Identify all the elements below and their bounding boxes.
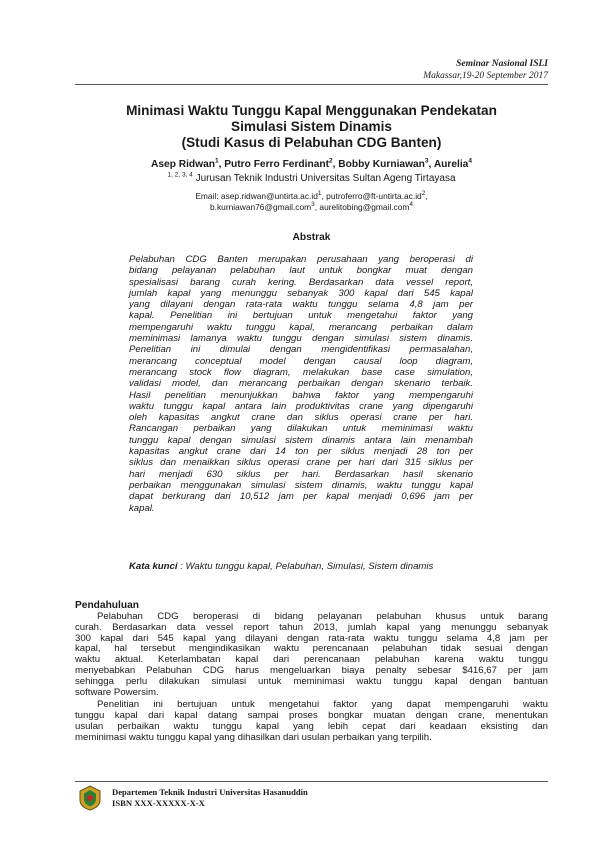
abstract-line: jumlah kapal yang menunggu sebanyak 300 kapal dari 545 kapal — [129, 287, 473, 299]
affiliation-text: Jurusan Teknik Industri Universitas Sultan Ageng Tirtayasa — [195, 173, 456, 184]
abstract-line: kapal. — [129, 502, 155, 514]
paragraph — [75, 612, 548, 698]
email-separator: , — [314, 202, 320, 212]
text-line: menyebabkan Pelabuhan CDG harus mengeluarkan biaya penalty sebesar $416,67 per jam — [75, 664, 548, 676]
title-line-1: Minimasi Waktu Tunggu Kapal Menggunakan Pendekatan — [126, 103, 497, 118]
running-head — [423, 58, 548, 82]
abstract-line: mempengaruhi waktu tunggu kapal, merancang perbaikan dalam — [129, 321, 473, 333]
text-line: meminimasi waktu tunggu kapal yang dihasilkan dari usulan perbaikan yang terpilih. — [75, 731, 432, 743]
text-line: Penelitian ini bertujuan untuk mengetahui faktor yang dapat mempengaruhi waktu — [97, 699, 548, 711]
keywords-text: : Waktu tunggu kapal, Pelabuhan, Simulasi, Sistem dinamis — [177, 561, 434, 572]
introduction-body — [75, 612, 548, 746]
email-mark: 1 — [317, 190, 322, 198]
text-line: 300 kapal dari 545 kapal yang dilayani dengan rata-rata waktu tunggu selama 4,8 jam per — [75, 632, 548, 644]
affiliation — [75, 172, 548, 185]
title-line-3: (Studi Kasus di Pelabuhan CDG Banten) — [181, 135, 442, 150]
text-line: sehingga perlu dilakukan simulasi untuk meminimasi waktu tunggu kapal dengan bantuan — [75, 675, 548, 687]
author-mark: 3 — [424, 157, 429, 165]
author-mark: 4 — [468, 157, 472, 165]
abstract-line: validasi model, dan merancang perbaikan dengan skenario terbaik. — [129, 378, 473, 390]
abstract-line: kapal. Penelitian ini bertujuan untuk mengetahui faktor yang — [129, 310, 473, 322]
keywords-label: Kata kunci — [129, 561, 178, 572]
author-mark: 1 — [214, 157, 219, 165]
email-separator: , — [425, 191, 428, 201]
footer-isbn: ISBN XXX-XXXXX-X-X — [112, 798, 205, 808]
author-list — [75, 158, 548, 171]
author-name: Bobby Kurniawan — [338, 159, 425, 170]
text-line: waktu aktual. Keterlambatan kapal dari perencanaan pelabuhan karena waktu tunggu — [75, 654, 548, 666]
footer — [112, 787, 308, 809]
abstract-line: yang dilayani dengan rata-rata waktu tunggu selama 4,8 jam per — [129, 299, 473, 311]
abstract-line: spesialisasi barang curah kering. Berdasarkan data vessel report, — [129, 276, 473, 288]
abstract-line: dapat berkurang dari 10,512 jam per kapal menjadi 0,696 jam per — [129, 491, 473, 503]
text-line: Pelabuhan CDG beroperasi di bidang pelayanan pelabuhan khusus untuk barang — [97, 611, 548, 622]
email-mark: 3 — [311, 201, 315, 209]
conference-name: Seminar Nasional ISLI — [456, 59, 548, 69]
author-mark: 2 — [328, 157, 333, 165]
abstract-line: merancang stock flow diagram, melakukan base case simulation, — [129, 366, 473, 378]
email-link[interactable]: b.kurniawan76@gmail.com — [209, 202, 312, 212]
abstract-line: hari menjadi 630 siklus per hari. Berdasarkan hasil skenario — [129, 468, 473, 480]
university-logo-icon — [79, 785, 101, 811]
abstract-line: oleh kapasitas angkut crane dan siklus operasi crane per hari. — [129, 412, 473, 424]
abstract-line: Hasil penelitian menunjukkan bahwa faktor yang mempengaruhi — [129, 389, 473, 401]
author-separator: , — [428, 159, 434, 170]
text-line: kapal, hal tersebut mengindikasikan waktu perencanaan pelabuhan tidak sesuai dengan — [75, 643, 548, 655]
email-label: Email: — [195, 191, 221, 201]
email-line-2 — [75, 202, 548, 213]
footer-rule — [75, 781, 548, 782]
paper-title — [75, 103, 548, 151]
email-mark: 4 — [409, 201, 413, 209]
author-emails — [75, 191, 548, 213]
abstract-line: bidang pelayanan pelabuhan laut untuk bongkar muat dengan — [129, 265, 473, 277]
header-rule — [75, 84, 548, 85]
abstract-line: kapasitas angkut crane dari 14 ton per siklus menjadi 28 ton per — [129, 446, 473, 458]
footer-department: Departemen Teknik Industri Universitas Hasanuddin — [112, 787, 308, 797]
abstract-line: tunggu kapal dengan simulasi sistem dinamis antara lain menambah — [129, 434, 473, 446]
title-line-2: Simulasi Sistem Dinamis — [231, 119, 392, 134]
paragraph — [75, 700, 548, 743]
email-mark: 2 — [421, 190, 426, 198]
author-name: Aurelia — [433, 159, 469, 170]
abstract-line: waktu tunggu kapal antara lain produktivitas crane yang dipengaruhi — [129, 400, 473, 412]
abstract-line: meminimasi lamanya waktu tunggu dengan simulasi sistem dinamis. — [129, 333, 473, 345]
abstract-line: merancang conceptual model dengan causal loop diagram, — [129, 355, 473, 367]
author-name: Asep Ridwan — [151, 159, 215, 170]
text-line: curah. Berdasarkan data vessel report tahun 2013, jumlah kapal yang menunggu sebanyak — [75, 621, 548, 633]
abstract-line: Penelitian ini dimulai dengan mengidentifikasi permasalahan, — [129, 344, 473, 356]
email-link[interactable]: asep.ridwan@untirta.ac.id — [220, 191, 318, 201]
email-separator: , — [321, 191, 327, 201]
section-heading-introduction: Pendahuluan — [75, 600, 139, 611]
abstract-line: siklus dan menaikkan siklus operasi crane per hari dari 315 siklus per — [129, 457, 473, 469]
author-separator: , — [332, 159, 339, 170]
abstract-line: perbaikan menggunakan simulasi sistem dinamis, waktu tunggu kapal — [129, 479, 473, 491]
email-link[interactable]: putroferro@ft-untirta.ac.id — [326, 191, 422, 201]
abstract-line: Rancangan perbaikan yang dilakukan untuk meminimasi waktu — [129, 423, 473, 435]
abstract-heading: Abstrak — [292, 232, 331, 243]
abstract-body — [129, 254, 473, 514]
abstract-line: Pelabuhan CDG Banten merupakan perusahaan yang beroperasi di — [129, 254, 473, 265]
email-link[interactable]: aurelitobing@gmail.com — [319, 202, 410, 212]
keywords — [129, 561, 473, 572]
text-line: tunggu kapal dari kapal datang sampai proses bongkar muatan dengan crane, menentukan — [75, 710, 548, 722]
text-line: software Powersim. — [75, 686, 159, 698]
author-name: Putro Ferro Ferdinant — [224, 159, 329, 170]
conference-place-date: Makassar,19-20 September 2017 — [423, 71, 548, 81]
affiliation-marks: 1, 2, 3, 4 — [167, 171, 193, 179]
author-separator: , — [218, 159, 225, 170]
text-line: usulan perbaikan waktu tunggu kapal yang lebih cepat dari keadaan eksisting dan — [75, 720, 548, 732]
